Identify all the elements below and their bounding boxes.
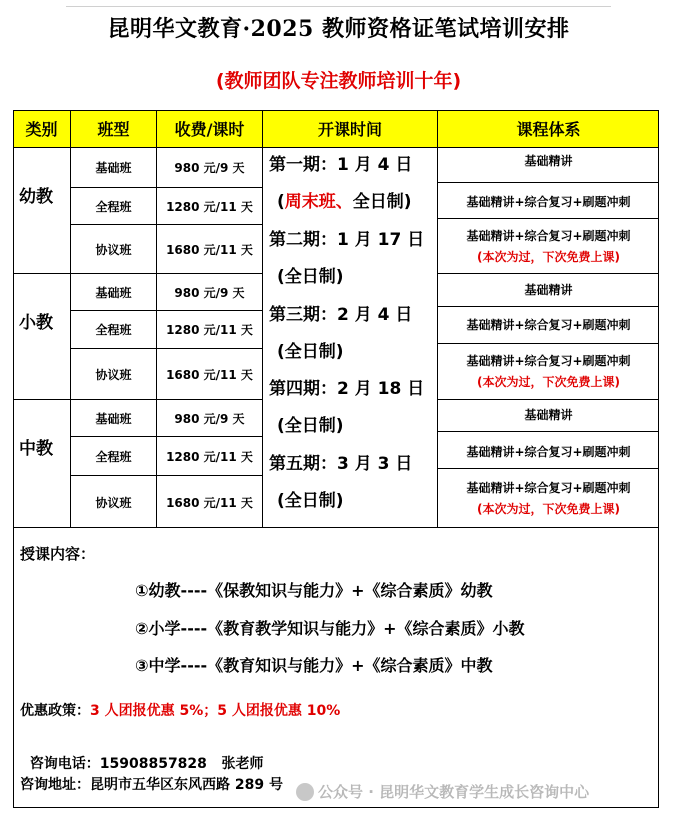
phone-label: 咨询电话： (29, 756, 100, 772)
class-agreement: 协议班 (95, 367, 132, 382)
grid-line (70, 310, 263, 311)
course-full: 基础精讲+综合复习+刷题冲刺 (466, 317, 631, 332)
course-agreement-text: 基础精讲+综合复习+刷题冲刺 (466, 229, 631, 243)
course-agreement-note: (本次为过，下次免费上课) (477, 250, 620, 264)
schedule-period-2: 第二期：1 月 17 日 (269, 230, 425, 250)
course-agreement (438, 472, 659, 524)
grid-line (437, 399, 659, 400)
schedule-period-2-mode: (全日制) (277, 267, 344, 287)
class-agreement: 协议班 (95, 495, 132, 510)
grid-line (13, 110, 14, 528)
schedule-period-1: 第一期：1 月 4 日 (269, 155, 413, 175)
header-course-system: 课程体系 (438, 110, 659, 147)
address-label: 咨询地址： (20, 777, 90, 793)
schedule-column (263, 148, 437, 528)
address-text: 昆明市五华区东风西路 289 号 (90, 777, 283, 793)
header-class-type: 班型 (71, 110, 156, 147)
class-basic: 基础班 (95, 161, 132, 175)
page-subtitle: (教师团队专注教师培训十年) (215, 70, 462, 92)
fee-basic: 980 元/9 天 (174, 285, 245, 300)
course-agreement-text: 基础精讲+综合复习+刷题冲刺 (466, 481, 631, 495)
course-basic: 基础精讲 (524, 282, 573, 297)
schedule-period-1-fulltime: 全日制) (352, 192, 412, 212)
grid-line (437, 182, 659, 183)
schedule-period-1-open: ( (277, 192, 285, 212)
page-title: 昆明华文教育·2025 教师资格证笔试培训安排 (107, 16, 570, 42)
grid-line (13, 273, 263, 274)
grid-line (70, 475, 263, 476)
address-row (20, 774, 283, 794)
category-preschool: 幼教 (19, 187, 53, 207)
class-basic: 基础班 (95, 411, 132, 426)
content-label: 授课内容： (20, 545, 96, 563)
schedule-period-4: 第四期：2 月 18 日 (269, 379, 425, 399)
schedule-period-1-mode (277, 193, 412, 212)
grid-line (13, 147, 659, 148)
fee-full: 1280 元/11 天 (166, 199, 253, 214)
schedule-period-5: 第五期：3 月 3 日 (269, 454, 413, 474)
discount-text: 3 人团报优惠 5%；5 人团报优惠 10% (90, 703, 341, 719)
grid-line (658, 110, 659, 528)
header-fee: 收费/课时 (157, 110, 262, 147)
course-full: 基础精讲+综合复习+刷题冲刺 (466, 444, 631, 459)
class-basic: 基础班 (95, 285, 132, 300)
class-full: 全程班 (95, 199, 132, 214)
grid-line (70, 110, 71, 528)
fee-full: 1280 元/11 天 (166, 323, 253, 337)
fee-agreement: 1680 元/11 天 (166, 495, 253, 510)
course-agreement (438, 346, 659, 396)
grid-line (70, 436, 263, 437)
grid-line (437, 306, 659, 307)
schedule-period-3: 第三期：2 月 4 日 (269, 305, 413, 325)
fee-basic: 980 元/9 天 (174, 411, 245, 426)
course-agreement-note: (本次为过，下次免费上课) (477, 375, 620, 389)
grid-line (437, 468, 659, 469)
category-secondary: 中教 (19, 439, 53, 459)
grid-line (437, 343, 659, 344)
page-top-rule (66, 6, 611, 7)
grid-line (70, 224, 263, 225)
fee-full: 1280 元/11 天 (166, 449, 253, 464)
grid-line (13, 110, 659, 111)
class-agreement: 协议班 (95, 242, 132, 257)
content-item-primary: ②小学----《教育教学知识与能力》+《综合素质》小教 (135, 619, 525, 638)
schedule-period-3-mode: (全日制) (277, 342, 344, 362)
content-item-secondary: ③中学----《教育知识与能力》+《综合素质》中教 (135, 656, 493, 675)
grid-line (437, 218, 659, 219)
course-basic: 基础精讲 (524, 407, 573, 422)
discount-label: 优惠政策： (20, 703, 90, 719)
wechat-icon (296, 783, 314, 801)
header-start-time: 开课时间 (263, 110, 437, 147)
phone-row (20, 737, 264, 773)
grid-line (70, 348, 263, 349)
watermark (296, 781, 589, 802)
class-full: 全程班 (95, 449, 132, 464)
content-item-preschool: ①幼教----《保教知识与能力》+《综合素质》幼教 (135, 581, 493, 600)
schedule-period-5-mode: (全日制) (277, 491, 344, 511)
course-agreement-note: (本次为过，下次免费上课) (477, 502, 620, 516)
course-agreement (438, 221, 659, 271)
grid-line (437, 110, 438, 528)
grid-line (156, 110, 157, 528)
discount-row (20, 700, 340, 720)
fee-agreement: 1680 元/11 天 (166, 242, 253, 257)
course-basic: 基础精讲 (524, 154, 573, 168)
course-full: 基础精讲+综合复习+刷题冲刺 (466, 194, 631, 209)
grid-line (13, 399, 263, 400)
schedule-table (13, 110, 659, 528)
watermark-text: 公众号 · 昆明华文教育学生成长咨询中心 (318, 783, 590, 801)
schedule-period-4-mode: (全日制) (277, 416, 344, 436)
schedule-period-1-weekend: 周末班、 (284, 192, 353, 212)
grid-line (70, 187, 263, 188)
category-primary: 小教 (19, 313, 53, 333)
fee-basic: 980 元/9 天 (174, 161, 245, 175)
header-category: 类别 (13, 110, 70, 147)
fee-agreement: 1680 元/11 天 (166, 367, 253, 382)
class-full: 全程班 (95, 323, 132, 337)
grid-line (262, 110, 263, 528)
phone-text: 15908857828 张老师 (99, 756, 264, 772)
course-agreement-text: 基础精讲+综合复习+刷题冲刺 (466, 354, 631, 368)
grid-line (437, 431, 659, 432)
grid-line (437, 273, 659, 274)
